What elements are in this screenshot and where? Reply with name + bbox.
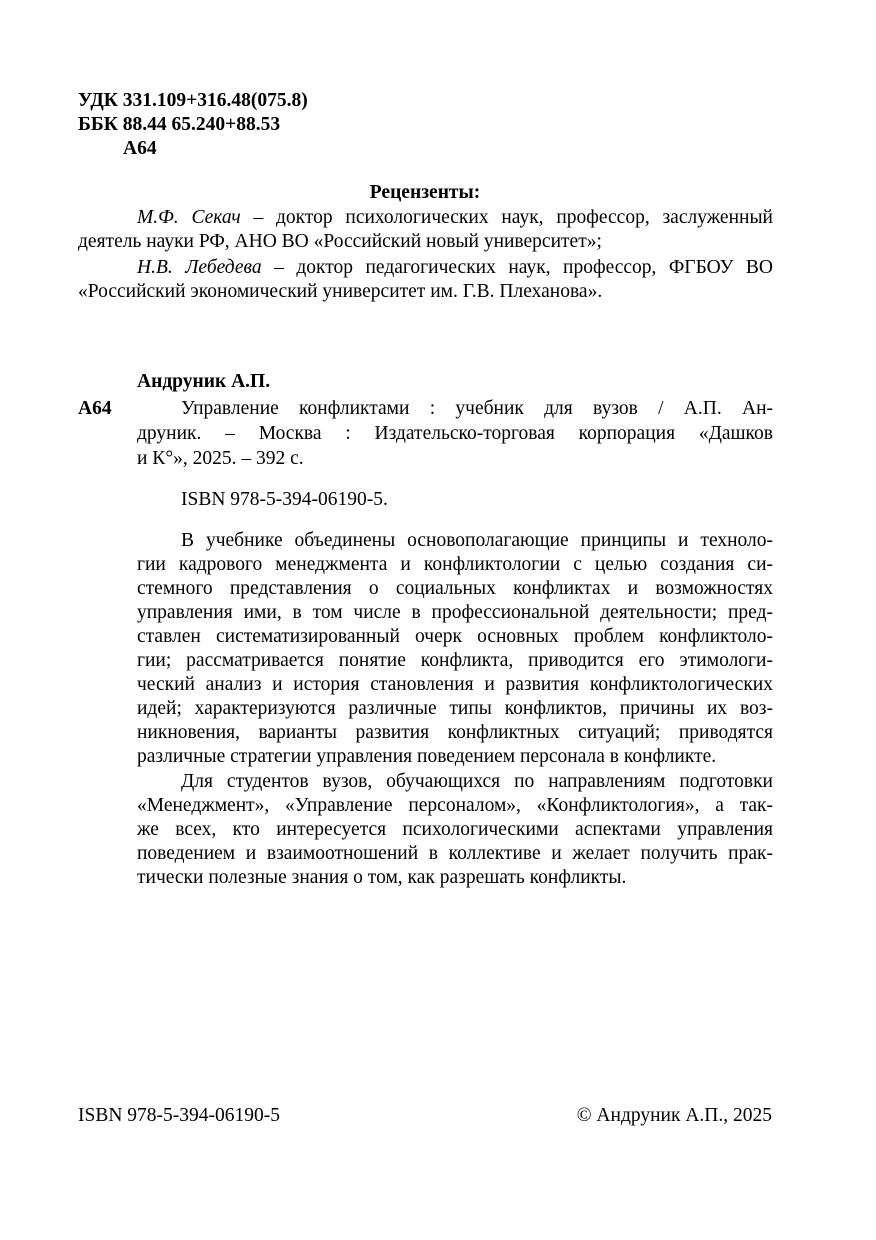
annotation-line: никновения, варианты развития конфликтных ситуаций; приводятся [137, 722, 773, 743]
annotation-line: ческий анализ и история становления и развития конфликтологических [137, 674, 773, 695]
annotation-line: «Менеджмент», «Управление персоналом», «Конфликтология», а так- [137, 795, 773, 816]
annotation-line: стемного представления о социальных конфликтах и возможностях [137, 578, 773, 599]
bib-author: Андруник А.П. [137, 371, 271, 392]
annotation-line: ставлен систематизированный очерк основных проблем конфликтоло- [137, 626, 773, 647]
reviewer-2-line-2: «Российский экономический университет им. Г.В. Плеханова». [78, 281, 603, 302]
reviewer-1-name: М.Ф. Секач [137, 207, 241, 228]
reviewers-heading: Рецензенты: [369, 182, 481, 203]
annotation-line: же всех, кто интересуется психологическими аспектами управления [137, 819, 773, 840]
footer-isbn: ISBN 978-5-394-06190-5 [78, 1105, 281, 1126]
reviewer-2-line-1 [137, 256, 773, 280]
reviewer-1-line-2: деятель науки РФ, АНО ВО «Российский новый университет»; [78, 231, 602, 252]
annotation-line: В учебнике объединены основополагающие принципы и техноло- [181, 530, 773, 551]
annotation-line: поведением и взаимоотношений в коллективе и желает получить прак- [137, 843, 773, 864]
reviewer-2-desc: – доктор педагогических наук, профессор, ФГБОУ ВО [261, 257, 773, 278]
bbk-code: ББК 88.44 65.240+88.53 [78, 114, 281, 135]
udk-code: УДК 331.109+316.48(075.8) [78, 90, 308, 111]
footer-copyright: © Андруник А.П., 2025 [576, 1105, 772, 1126]
reviewer-2-name: Н.В. Лебедева [137, 257, 262, 278]
annotation-line: управления ими, в том числе в профессиональной деятельности; пред- [137, 602, 773, 623]
annotation-line: гии; рассматривается понятие конфликта, приводится его этимологи- [137, 650, 773, 671]
annotation-line: различные стратегии управления поведением персонала в конфликте. [137, 746, 717, 767]
annotation-line: гии кадрового менеджмента и конфликтологии с целью создания си- [137, 554, 773, 575]
annotation-line: идей; характеризуются различные типы конфликтов, причины их воз- [137, 698, 773, 719]
author-mark-code: А64 [123, 138, 157, 159]
annotation-line: тически полезные знания о том, как разрешать конфликты. [137, 867, 627, 888]
bib-line-2: друник. – Москва : Издательско-торговая корпорация «Дашков [137, 423, 773, 444]
reviewer-1-desc: – доктор психологических наук, профессор, заслуженный [240, 207, 773, 228]
bib-isbn: ISBN 978-5-394-06190-5. [181, 489, 388, 510]
bib-line-1: Управление конфликтами : учебник для вузов / А.П. Ан- [181, 398, 773, 419]
reviewer-1-line-1 [137, 206, 773, 230]
annotation-line: Для студентов вузов, обучающихся по направлениям подготовки [181, 771, 773, 792]
bib-mark: А64 [78, 398, 112, 419]
bib-line-3: и К°», 2025. – 392 с. [137, 448, 304, 469]
